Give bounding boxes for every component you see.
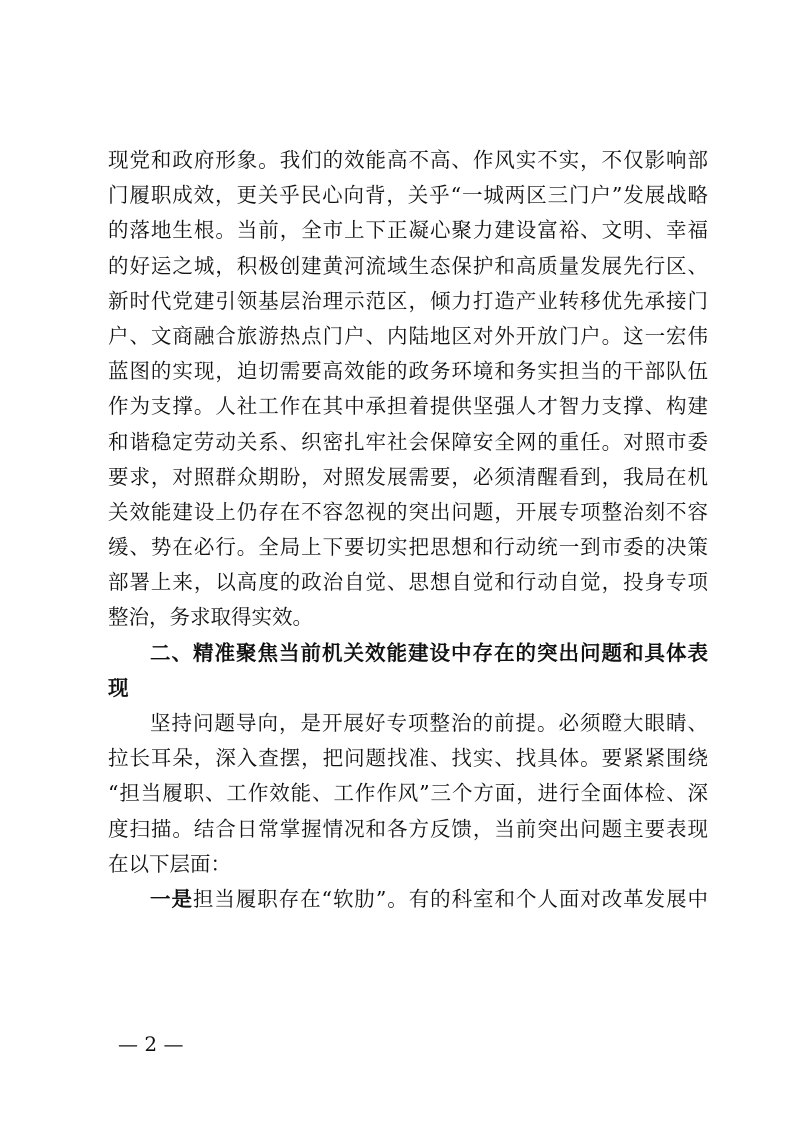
- paragraph-line: 整治，务求取得实效。: [108, 605, 313, 630]
- paragraph-line: 关效能建设上仍存在不容忽视的突出问题，开展专项整治刻不容: [108, 499, 708, 524]
- section-heading-continuation: 现: [108, 675, 129, 700]
- point-text: 担当履职存在“软肋”。有的科室和个人面对改革发展中: [192, 886, 708, 911]
- body-text: [108, 143, 708, 917]
- paragraph-line: [108, 882, 708, 917]
- paragraph-line: 度扫描。结合日常掌握情况和各方反馈，当前突出问题主要表现: [108, 816, 708, 841]
- paragraph-line: 拉长耳朵，深入查摆，把问题找准、找实、找具体。要紧紧围绕: [108, 746, 708, 771]
- page-number: — 2 —: [118, 1032, 184, 1056]
- paragraph-line: 作为支撑。人社工作在其中承担着提供坚强人才智力支撑、构建: [108, 394, 708, 419]
- paragraph-line: 户、文商融合旅游热点门户、内陆地区对外开放门户。这一宏伟: [108, 323, 708, 348]
- section-heading: 二、精准聚焦当前机关效能建设中存在的突出问题和具体表: [150, 640, 708, 665]
- paragraph-line: 缓、势在必行。全局上下要切实把思想和行动统一到市委的决策: [108, 535, 708, 560]
- paragraph-line: 部署上来，以高度的政治自觉、思想自觉和行动自觉，投身专项: [108, 570, 708, 595]
- paragraph-line: 的落地生根。当前，全市上下正凝心聚力建设富裕、文明、幸福: [108, 218, 708, 243]
- paragraph-line: 要求，对照群众期盼，对照发展需要，必须清醒看到，我局在机: [108, 464, 708, 489]
- paragraph-line: 在以下层面：: [108, 851, 231, 876]
- paragraph-line: 门履职成效，更关乎民心向背，关乎“一城两区三门户”发展战略: [108, 183, 708, 208]
- paragraph-line: 和谐稳定劳动关系、织密扎牢社会保障安全网的重任。对照市委: [108, 429, 708, 454]
- paragraph-line: 坚持问题导向，是开展好专项整治的前提。必须瞪大眼睛、: [150, 711, 708, 735]
- point-lead: 一是: [150, 886, 193, 911]
- paragraph-line: 现党和政府形象。我们的效能高不高、作风实不实，不仅影响部: [108, 148, 708, 172]
- paragraph-line: 的好运之城，积极创建黄河流域生态保护和高质量发展先行区、: [108, 253, 708, 278]
- paragraph-line: 蓝图的实现，迫切需要高效能的政务环境和务实担当的干部队伍: [108, 359, 708, 384]
- paragraph-line: “担当履职、工作效能、工作作风”三个方面，进行全面体检、深: [108, 781, 708, 806]
- paragraph-line: 新时代党建引领基层治理示范区，倾力打造产业转移优先承接门: [108, 288, 708, 313]
